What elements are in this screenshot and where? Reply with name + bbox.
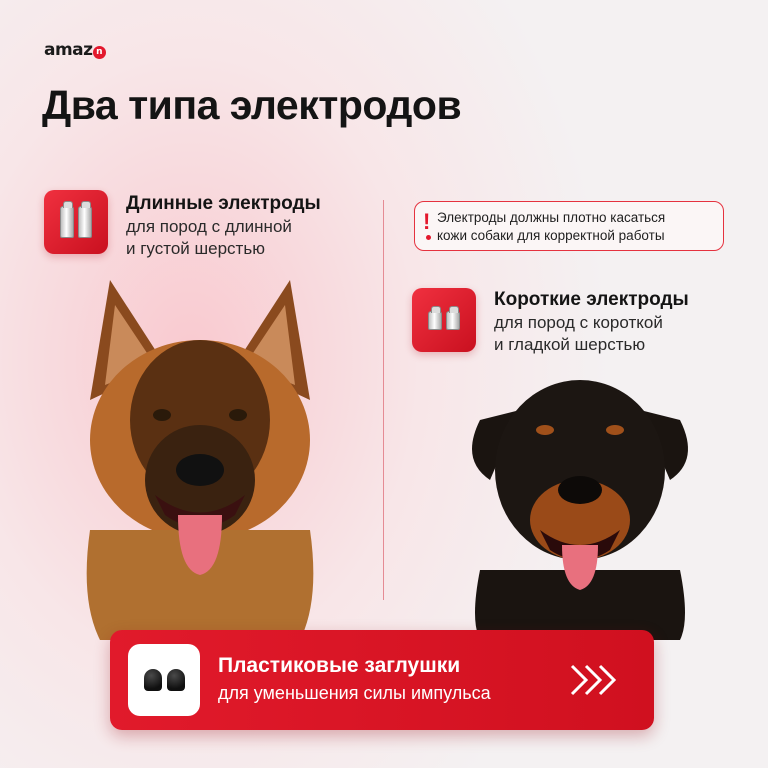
short-electrodes-subtitle-1: для пород с короткой [494, 313, 663, 332]
long-electrodes-subtitle-1: для пород с длинной [126, 217, 292, 236]
plastic-cap [167, 669, 185, 691]
chevrons-right-icon [566, 660, 622, 700]
banner-title: Пластиковые заглушки [218, 654, 461, 677]
logo-text: amaz [44, 40, 93, 60]
electrode-pin [60, 206, 74, 238]
long-electrodes-icon [44, 190, 108, 254]
electrode-pin [78, 206, 92, 238]
warning-note [414, 201, 724, 251]
short-electrodes-icon [412, 288, 476, 352]
german-shepherd-image [70, 270, 330, 640]
warning-line-2: кожи собаки для корректной работы [437, 228, 665, 243]
column-divider [383, 200, 384, 600]
plastic-caps-banner [110, 630, 654, 730]
warning-dot [426, 235, 431, 240]
long-electrodes-title: Длинные электроды [126, 193, 321, 214]
banner-subtitle: для уменьшения силы импульса [218, 683, 491, 703]
electrode-pin [446, 311, 460, 330]
brand-logo [44, 40, 106, 60]
short-electrodes-title: Короткие электроды [494, 289, 689, 310]
plastic-caps-icon [128, 644, 200, 716]
plastic-cap [144, 669, 162, 691]
long-electrodes-subtitle-2: и густой шерстью [126, 239, 265, 258]
doberman-image [460, 370, 700, 640]
logo-o: n [93, 46, 106, 59]
warning-text [437, 209, 665, 245]
warning-line-1: Электроды должны плотно касаться [437, 210, 666, 225]
exclamation-icon: ! [423, 209, 431, 234]
electrode-pin [428, 311, 442, 330]
short-electrodes-subtitle-2: и гладкой шерстью [494, 335, 646, 354]
page-title: Два типа электродов [42, 82, 462, 128]
